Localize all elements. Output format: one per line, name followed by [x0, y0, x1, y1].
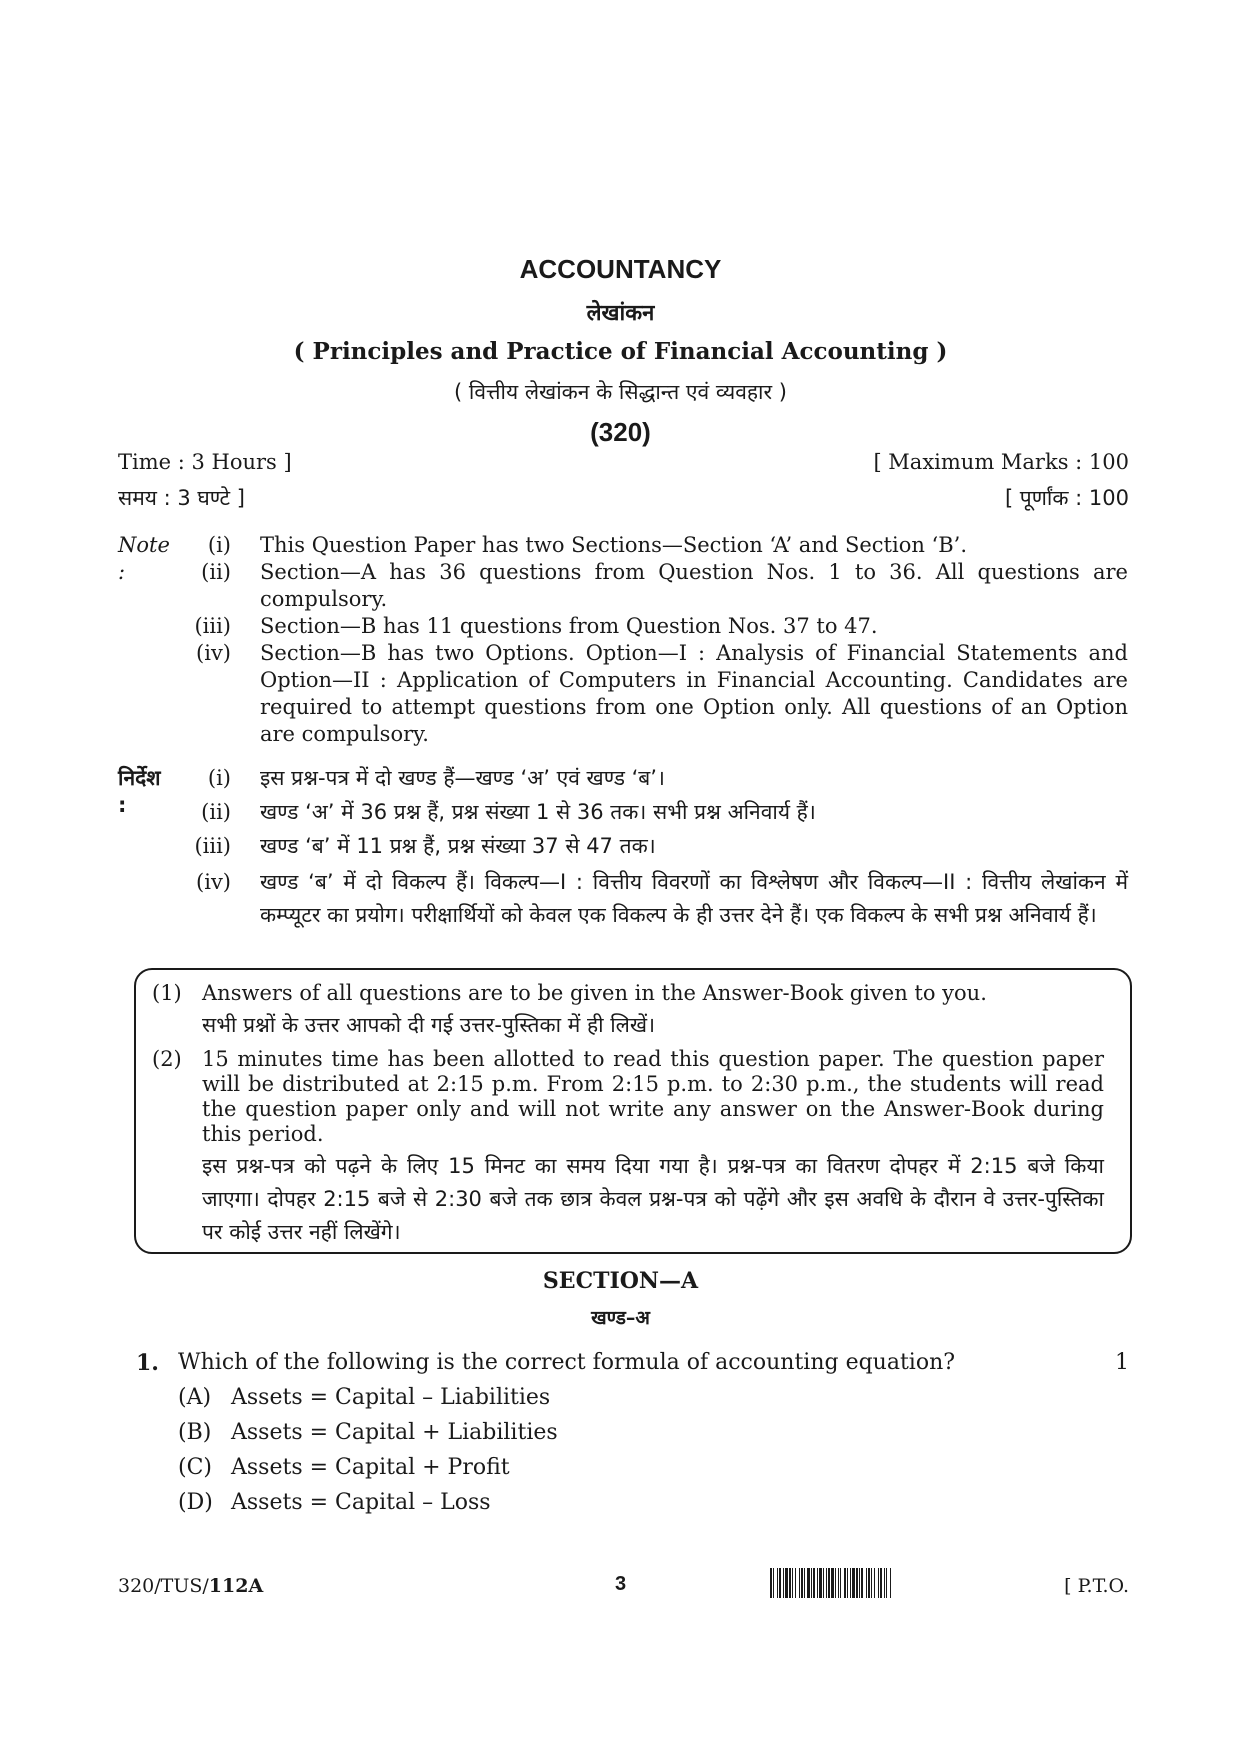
option-label: (B)	[178, 1420, 212, 1445]
pto-label: [ P.T.O.	[1064, 1575, 1129, 1597]
note-item-number: (i)	[207, 533, 231, 557]
instruction-text-hindi: इस प्रश्न-पत्र को पढ़ने के लिए 15 मिनट का समय दिया गया है। प्रश्न-पत्र का वितरण दोपहर में 2:15 बजे किया जाएगा। दोपहर 2:15 बजे से 2:30 बजे तक छात्र केवल प्रश्न-पत्र को पढ़ेंगे और इस अवधि के दौरान वे उत्तर-पुस्तिका पर कोई उत्तर नहीं लिखेंगे।	[202, 1154, 1104, 1244]
time-english: Time : 3 Hours ]	[118, 450, 292, 474]
option-label: (A)	[178, 1385, 212, 1410]
option-text: Assets = Capital – Loss	[231, 1490, 491, 1515]
note-item-text: Section—A has 36 questions from Question Nos. 1 to 36. All questions are compulsory.	[260, 560, 1128, 611]
paper-code: (320)	[590, 417, 651, 447]
note-item-text: Section—B has two Options. Option—I : Analysis of Financial Statements and Option—II : Application of Computers in Financial Accounting. Candidates are required to attempt questions from one Option only. All questions of an Option are compulsory.	[260, 641, 1128, 746]
nirdesh-item-number: (i)	[207, 766, 231, 790]
question-marks: 1	[1115, 1350, 1129, 1375]
time-hindi: समय : 3 घण्टे ]	[118, 486, 246, 510]
paper-title: ACCOUNTANCY	[519, 254, 722, 284]
nirdesh-item-text: इस प्रश्न-पत्र में दो खण्ड हैं—खण्ड ‘अ’ एवं खण्ड ‘ब’।	[260, 766, 665, 790]
question-number: 1.	[136, 1350, 159, 1376]
note-item-number: (iv)	[196, 641, 231, 665]
nirdesh-item-number: (iv)	[196, 870, 231, 894]
max-marks-hindi: [ पूर्णांक : 100	[1004, 486, 1129, 510]
section-title: SECTION—A	[542, 1268, 699, 1294]
nirdesh-item-number: (ii)	[201, 800, 231, 824]
page-number: 3	[614, 1573, 627, 1595]
footer-code-suffix: 112A	[208, 1575, 264, 1597]
paper-subtitle: ( Principles and Practice of Financial Accounting )	[293, 338, 948, 365]
note-item-number: (iii)	[194, 614, 231, 638]
section-title-hindi: खण्ड–अ	[591, 1307, 650, 1329]
nirdesh-item-text: खण्ड ‘अ’ में 36 प्रश्न हैं, प्रश्न संख्या 1 से 36 तक। सभी प्रश्न अनिवार्य हैं।	[260, 800, 816, 824]
note-item-number: (ii)	[201, 560, 231, 584]
footer-code-prefix: 320/TUS/	[118, 1575, 209, 1597]
note-item-text: This Question Paper has two Sections—Section ‘A’ and Section ‘B’.	[260, 533, 968, 557]
instruction-number: (2)	[152, 1047, 182, 1071]
nirdesh-item-number: (iii)	[194, 834, 231, 858]
option-text: Assets = Capital + Profit	[231, 1455, 510, 1480]
nirdesh-item-text: खण्ड ‘ब’ में 11 प्रश्न हैं, प्रश्न संख्या 37 से 47 तक।	[260, 834, 656, 858]
option-text: Assets = Capital – Liabilities	[231, 1385, 551, 1410]
instruction-text-english: Answers of all questions are to be given in the Answer-Book given to you.	[202, 981, 987, 1005]
note-item-text: Section—B has 11 questions from Question Nos. 37 to 47.	[260, 614, 878, 638]
nirdesh-label: निर्देश :	[118, 766, 161, 817]
max-marks-english: [ Maximum Marks : 100	[873, 450, 1129, 474]
question-text: Which of the following is the correct formula of accounting equation?	[178, 1350, 956, 1375]
nirdesh-item-text: खण्ड ‘ब’ में दो विकल्प हैं। विकल्प—I : वित्तीय विवरणों का विश्लेषण और विकल्प—II : वित्तीय लेखांकन में कम्प्यूटर का प्रयोग। परीक्षार्थियों को केवल एक विकल्प के ही उत्तर देने हैं। एक विकल्प के सभी प्रश्न अनिवार्य हैं।	[260, 870, 1128, 927]
option-label: (C)	[178, 1455, 212, 1480]
option-label: (D)	[178, 1490, 213, 1515]
barcode-icon	[770, 1568, 1030, 1598]
paper-subtitle-hindi: ( वित्तीय लेखांकन के सिद्धान्त एवं व्यवहार )	[454, 380, 787, 404]
option-text: Assets = Capital + Liabilities	[231, 1420, 558, 1445]
note-label: Note :	[118, 533, 170, 584]
instruction-number: (1)	[152, 981, 182, 1005]
paper-title-hindi: लेखांकन	[586, 301, 655, 326]
instruction-text-english: 15 minutes time has been allotted to read this question paper. The question paper will be distributed at 2:15 p.m. From 2:15 p.m. to 2:30 p.m., the students will read the question paper only and will not write any answer on the Answer-Book during this period.	[202, 1047, 1104, 1146]
instruction-text-hindi: सभी प्रश्नों के उत्तर आपको दी गई उत्तर-पुस्तिका में ही लिखें।	[202, 1013, 656, 1037]
